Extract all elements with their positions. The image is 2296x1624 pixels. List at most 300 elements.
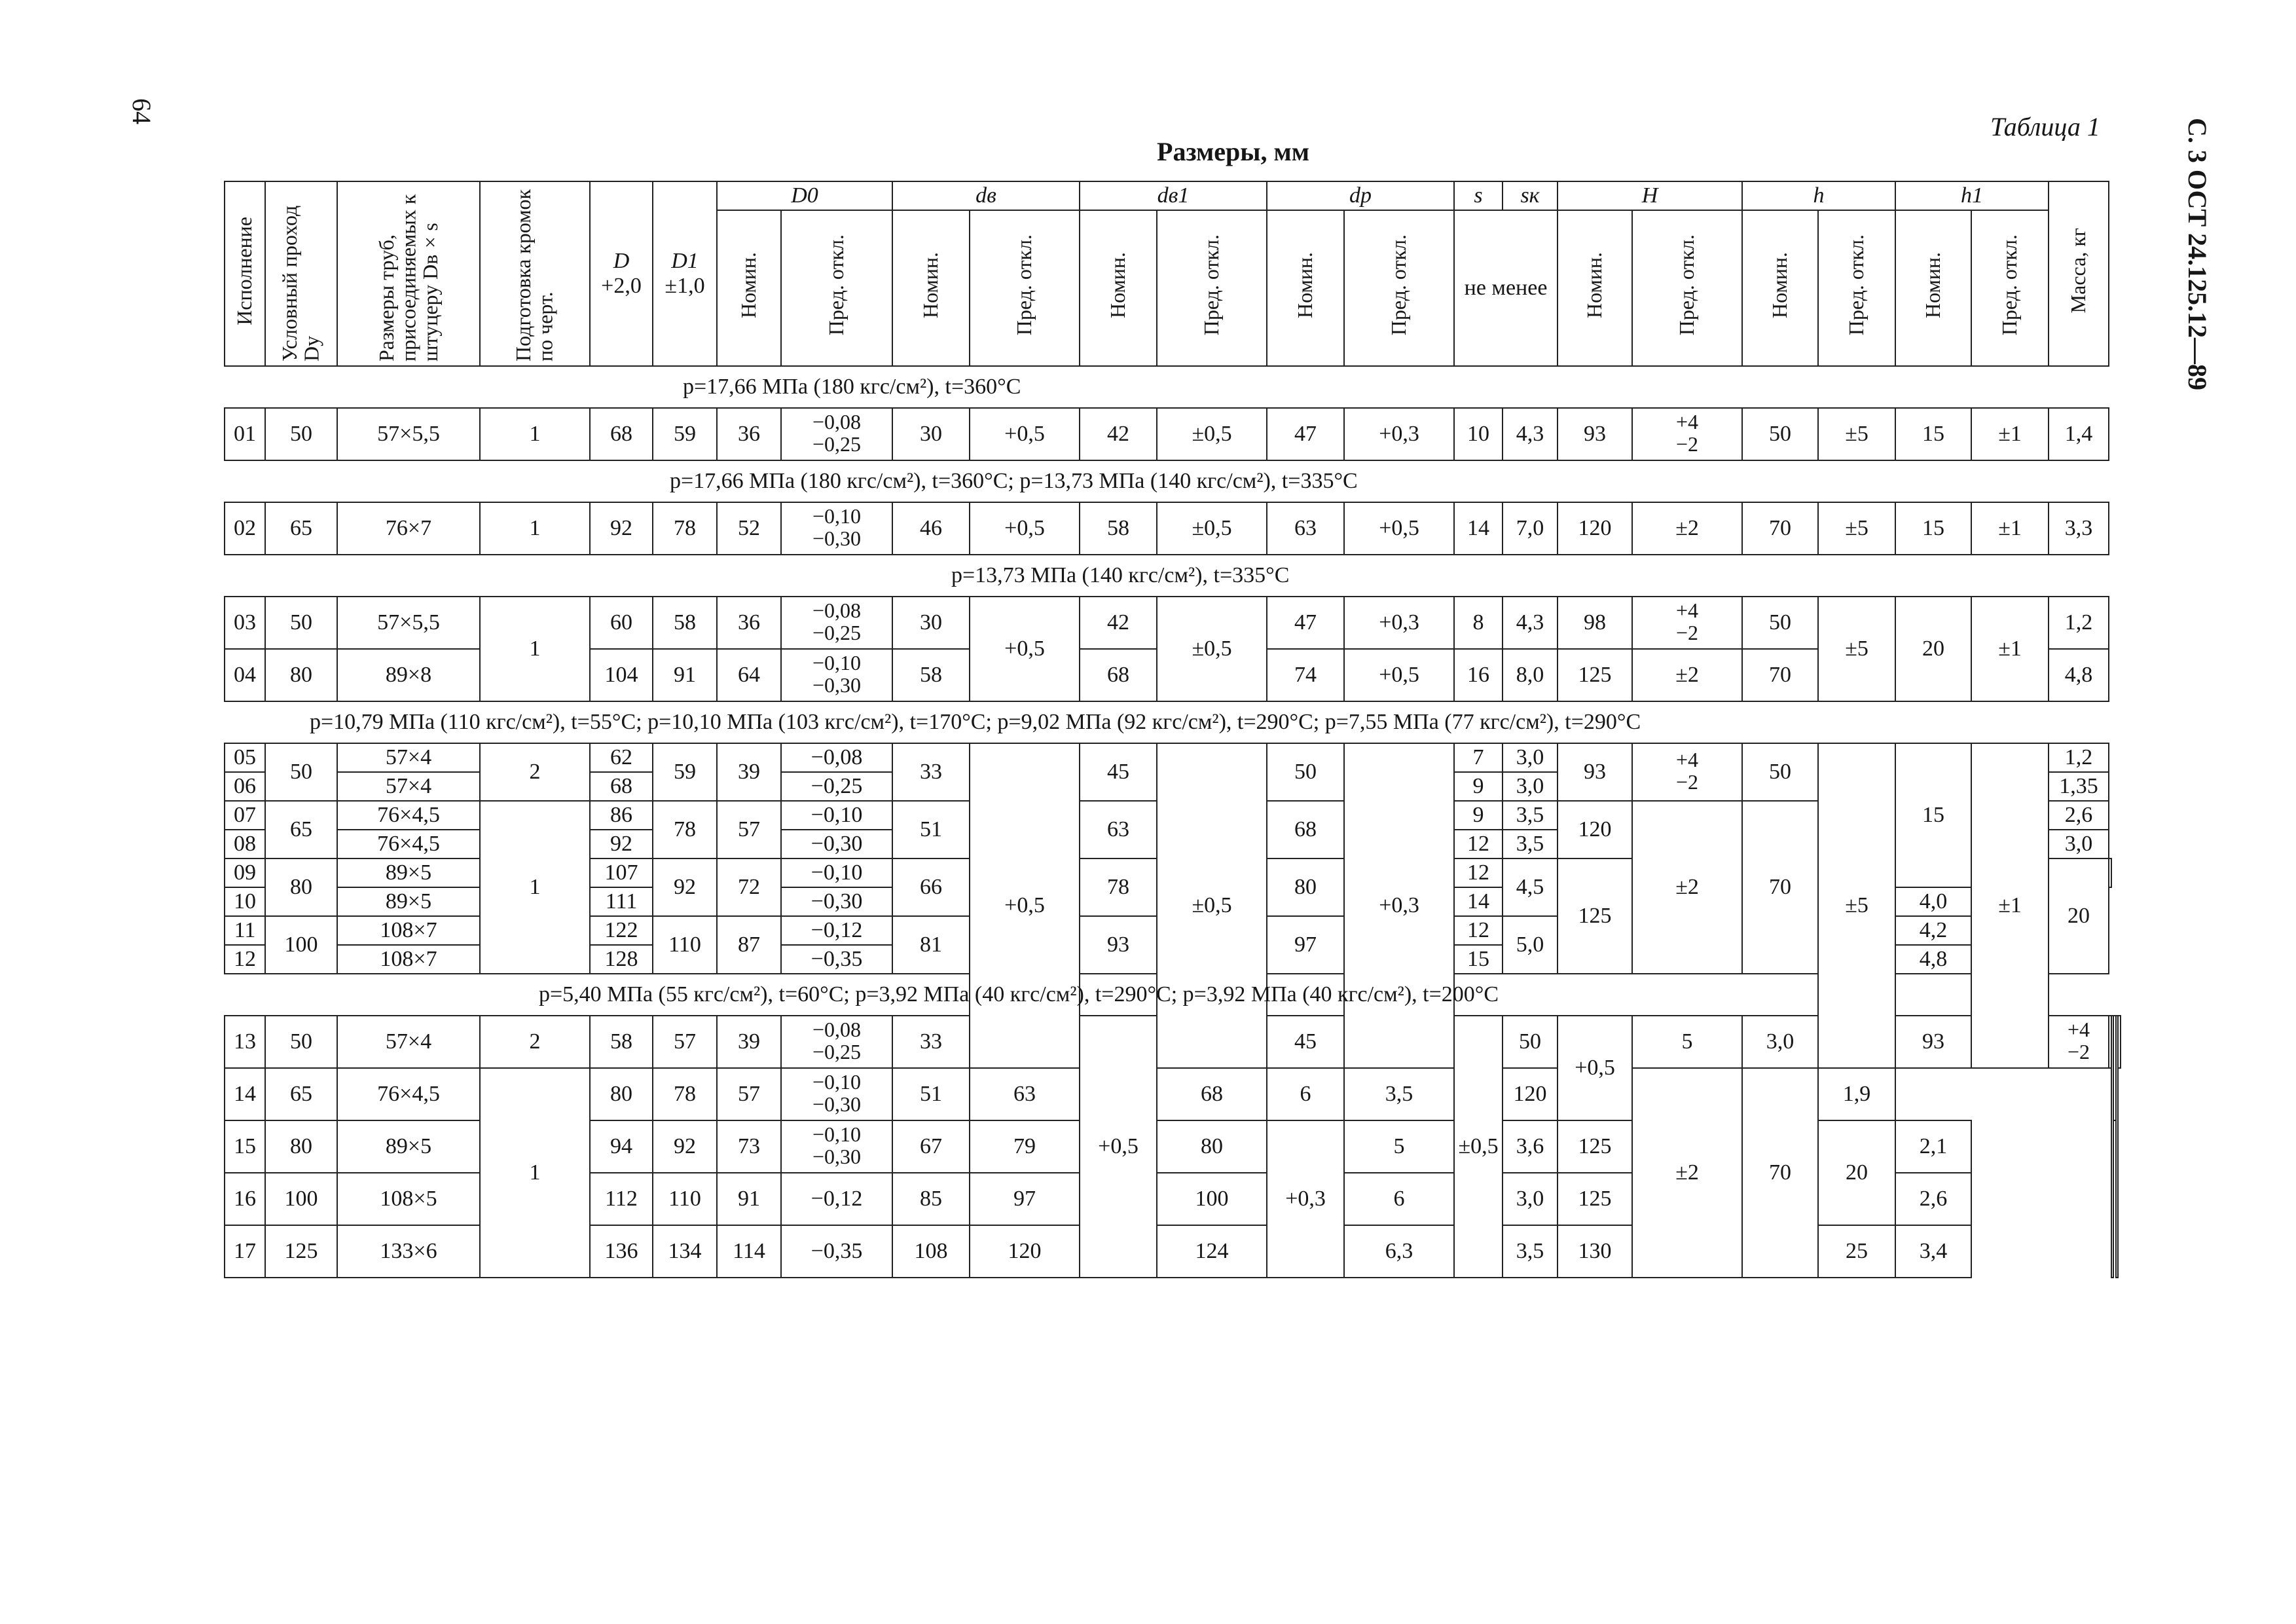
cell-text: +2,0: [601, 274, 642, 298]
table-cell: 03: [225, 597, 265, 649]
table-cell: 58: [1080, 502, 1157, 555]
table-cell: 16: [1454, 649, 1503, 701]
table-cell: 100: [265, 1173, 337, 1225]
table-cell: −0,12: [781, 916, 892, 945]
table-cell: 76×4,5: [337, 830, 480, 858]
cell-text: Пред. откл.: [1387, 234, 1411, 336]
table-cell: +0,5: [1558, 1016, 1632, 1120]
table-cell: 125: [265, 1225, 337, 1278]
dv-nom-header: [892, 210, 970, 366]
cell-text: [1676, 411, 1698, 455]
cell-text: Условный проход Dy: [278, 205, 323, 361]
table-cell: 5: [1632, 1016, 1742, 1068]
cell-text: [812, 506, 861, 549]
table-cell: 7: [1454, 743, 1503, 772]
table-cell: 1: [480, 502, 590, 555]
cell-text: Номин.: [919, 252, 943, 318]
table-cell: 47: [1267, 408, 1344, 460]
cell-text: −2: [1676, 620, 1699, 644]
table-cell: 50: [1742, 597, 1818, 649]
col-D1: [653, 181, 717, 366]
table-cell: 05: [225, 743, 265, 772]
cell-text: Номин.: [737, 252, 761, 318]
H-pred-header: [1632, 210, 1742, 366]
table-cell: [1632, 408, 1742, 460]
table-cell: 4,3: [1503, 597, 1558, 649]
table-cell: 70: [1742, 502, 1818, 555]
table-cell: 93: [1558, 408, 1632, 460]
table-cell: 80: [1157, 1120, 1267, 1173]
document-code: С. 3 ОСТ 24.125.12—89: [2183, 118, 2212, 391]
table-cell: 60: [590, 597, 653, 649]
table-cell: 3,0: [1503, 1173, 1558, 1225]
table-cell: +0,5: [970, 597, 1080, 701]
table-cell: 80: [1267, 858, 1344, 916]
table-cell: ±0,5: [1157, 408, 1267, 460]
table-cell: 65: [265, 1068, 337, 1120]
table-cell: 1: [480, 801, 590, 974]
table-cell: 57: [717, 801, 781, 858]
table-cell: [2118, 1016, 2121, 1068]
table-cell: 50: [265, 1016, 337, 1068]
table-cell: 72: [717, 858, 781, 916]
cell-text: [812, 1124, 861, 1168]
table-cell: 25: [1818, 1225, 1895, 1278]
table-cell: 58: [590, 1016, 653, 1068]
table-cell: 2,6: [2049, 801, 2109, 830]
table-cell: 3,6: [1503, 1120, 1558, 1173]
table-cell: 86: [590, 801, 653, 830]
table-cell: 108: [892, 1225, 970, 1278]
table-cell: 66: [892, 858, 970, 916]
cell-text: Масса, кг: [2066, 228, 2090, 314]
table-cell: p=10,79 МПа (110 кгс/см²), t=55°С; p=10,10 МПа (103 кгс/см²), t=170°С; p=9,02 МПа (92 кгс/см²), t=290°С; p=7,55 МПа (77 кгс/см²), t=290°С: [225, 701, 2109, 743]
cell-text: −0,30: [812, 1092, 862, 1116]
table-cell: ±0,5: [1157, 597, 1267, 701]
condition-row: [225, 555, 2121, 597]
table-cell: 89×5: [337, 1120, 480, 1173]
table-cell: 92: [653, 858, 717, 916]
cell-text: D: [613, 249, 630, 273]
table-cell: 15: [1895, 743, 1971, 887]
table-cell: ±0,5: [1454, 1016, 1503, 1278]
col-pipes: [337, 181, 480, 366]
table-cell: 125: [1558, 1120, 1632, 1173]
table-cell: p=17,66 МПа (180 кгс/см²), t=360°С; p=13,73 МПа (140 кгс/см²), t=335°С: [225, 460, 2109, 502]
table-cell: 94: [590, 1120, 653, 1173]
table-cell: ±1: [1971, 408, 2049, 460]
table-cell: +0,5: [970, 502, 1080, 555]
table-cell: 06: [225, 772, 265, 801]
table-cell: ±5: [1818, 743, 1895, 1068]
table-cell: 67: [892, 1120, 970, 1173]
table-cell: [781, 597, 892, 649]
table-cell: +0,3: [1344, 743, 1454, 1068]
table-cell: +0,5: [1344, 502, 1454, 555]
table-cell: 64: [717, 649, 781, 701]
cell-text: +4: [2068, 1018, 2090, 1042]
table-cell: 5,0: [1503, 916, 1558, 974]
table-cell: 110: [653, 1173, 717, 1225]
table-cell: 57×4: [337, 1016, 480, 1068]
table-cell: −0,10: [781, 858, 892, 887]
table-cell: 107: [590, 858, 653, 887]
table-cell: −0,35: [781, 1225, 892, 1278]
table-cell: ±0,5: [1157, 502, 1267, 555]
table-cell: 76×4,5: [337, 801, 480, 830]
dimensions-table: [224, 181, 2121, 1278]
table-cell: 98: [1558, 597, 1632, 649]
table-cell: 125: [1558, 858, 1632, 974]
page-number: 64: [127, 98, 156, 124]
table-cell: p=5,40 МПа (55 кгс/см²), t=60°С; p=3,92 МПа (40 кгс/см²), t=290°С; p=3,92 МПа (40 кгс/см²), t=200°С: [225, 974, 2109, 1016]
table-cell: 80: [265, 649, 337, 701]
table-cell: 8: [1454, 597, 1503, 649]
table-row: [225, 502, 2121, 555]
table-cell: −0,30: [781, 830, 892, 858]
table-cell: 125: [1558, 649, 1632, 701]
table-cell: 6: [1267, 1068, 1344, 1120]
table-cell: 70: [1742, 649, 1818, 701]
cell-text: Пред. откл.: [1199, 234, 1224, 336]
table-cell: 80: [590, 1068, 653, 1120]
table-cell: 70: [1742, 1068, 1818, 1278]
table-cell: 57: [653, 1016, 717, 1068]
H-nom-header: [1558, 210, 1632, 366]
group-h1: h1: [1895, 181, 2049, 210]
col-D: [590, 181, 653, 366]
table-cell: p=13,73 МПа (140 кгс/см²), t=335°С: [225, 555, 2109, 597]
table-cell: 111: [590, 887, 653, 916]
table-cell: +0,5: [970, 743, 1080, 1068]
cell-text: Исполнение: [232, 216, 257, 325]
table-cell: 1: [480, 597, 590, 701]
table-cell: 120: [1558, 502, 1632, 555]
h1-nom-header: [1895, 210, 1971, 366]
table-cell: 15: [225, 1120, 265, 1173]
table-cell: 52: [717, 502, 781, 555]
cell-text: −2: [1676, 769, 1699, 794]
table-cell: 57: [717, 1068, 781, 1120]
table-cell: 1,2: [2049, 597, 2109, 649]
cell-text: −2: [1676, 432, 1699, 456]
cell-text: Размеры труб, присоединяемых к штуцеру Dв×s: [374, 194, 442, 361]
table-cell: 58: [892, 649, 970, 701]
cell-text: −0,25: [812, 620, 862, 644]
table-cell: 12: [1454, 858, 1503, 887]
table-cell: 76×7: [337, 502, 480, 555]
table-cell: 78: [1080, 858, 1157, 916]
table-cell: 15: [1454, 945, 1503, 974]
table-cell: 50: [265, 597, 337, 649]
col-mass: [2049, 181, 2109, 366]
table-cell: 8,0: [1503, 649, 1558, 701]
table-cell: 57×4: [337, 743, 480, 772]
table-cell: 50: [1742, 408, 1818, 460]
table-cell: 17: [225, 1225, 265, 1278]
table-cell: 20: [1818, 1120, 1895, 1225]
dp-nom-header: [1267, 210, 1344, 366]
table-cell: 78: [653, 1068, 717, 1120]
table-cell: 100: [265, 916, 337, 974]
table-cell: 45: [1267, 1016, 1344, 1068]
table-cell: 128: [590, 945, 653, 974]
table-cell: 89×5: [337, 858, 480, 887]
table-cell: 51: [892, 1068, 970, 1120]
table-cell: 100: [1157, 1173, 1267, 1225]
table-cell: 15: [1895, 502, 1971, 555]
table-cell: 93: [1895, 1016, 1971, 1068]
table-cell: 89×5: [337, 887, 480, 916]
table-cell: 68: [1080, 649, 1157, 701]
cell-text: Пред. откл.: [1997, 234, 2022, 336]
h-pred-header: [1818, 210, 1895, 366]
table-cell: ±5: [1818, 502, 1895, 555]
table-cell: 50: [1742, 743, 1818, 801]
table-cell: 42: [1080, 408, 1157, 460]
table-cell: 4,0: [1895, 887, 1971, 916]
table-cell: 3,4: [1895, 1225, 1971, 1278]
table-cell: 57×5,5: [337, 408, 480, 460]
table-cell: −0,35: [781, 945, 892, 974]
table-cell: 120: [970, 1225, 1080, 1278]
cell-text: −0,08: [812, 599, 862, 623]
table-cell: −0,25: [781, 772, 892, 801]
cell-text: Номин.: [1106, 252, 1130, 318]
dv1-nom-header: [1080, 210, 1157, 366]
table-cell: [781, 1068, 892, 1120]
table-cell: p=17,66 МПа (180 кгс/см²), t=360°С: [225, 366, 2109, 408]
table-cell: 16: [225, 1173, 265, 1225]
table-cell: 14: [1454, 887, 1503, 916]
table-row: [225, 1068, 2121, 1120]
cell-text: −0,30: [812, 1144, 862, 1168]
cell-text: +4: [1676, 599, 1699, 623]
table-cell: 51: [892, 801, 970, 858]
table-cell: 14: [1454, 502, 1503, 555]
table-cell: 108×5: [337, 1173, 480, 1225]
cell-text: +4: [1676, 748, 1699, 772]
table-cell: 122: [590, 916, 653, 945]
table-cell: 81: [892, 916, 970, 974]
dv1-pred-header: [1157, 210, 1267, 366]
cell-text: −0,25: [812, 432, 862, 456]
cell-text: Пред. откл.: [824, 234, 848, 336]
table-cell: 74: [1267, 649, 1344, 701]
table-cell: 7,0: [1503, 502, 1558, 555]
cell-text: −0,10: [812, 504, 862, 528]
group-dv1: dв1: [1080, 181, 1267, 210]
table-cell: 91: [653, 649, 717, 701]
table-cell: 4,8: [2049, 649, 2109, 701]
cell-text: +4: [1676, 410, 1699, 434]
table-cell: +0,3: [1267, 1120, 1344, 1278]
table-cell: 110: [653, 916, 717, 974]
table-cell: 4,3: [1503, 408, 1558, 460]
table-cell: 12: [1454, 830, 1503, 858]
table-cell: 2: [480, 1016, 590, 1068]
table-cell: 30: [892, 597, 970, 649]
table-cell: 1: [480, 408, 590, 460]
cell-text: Пред. откл.: [1844, 234, 1868, 336]
table-cell: −0,08: [781, 743, 892, 772]
cell-text: −0,10: [812, 1122, 862, 1147]
cell-text: [812, 1071, 861, 1115]
table-cell: [1632, 597, 1742, 649]
col-ispolnenie: [225, 181, 265, 366]
table-cell: 89×8: [337, 649, 480, 701]
cell-text: −0,30: [812, 673, 862, 697]
table-cell: 78: [653, 801, 717, 858]
table-cell: 93: [1080, 916, 1157, 974]
table-cell: 02: [225, 502, 265, 555]
table-cell: 4,2: [1895, 916, 1971, 945]
table-cell: 78: [653, 502, 717, 555]
table-cell: 50: [265, 743, 337, 801]
table-cell: −0,10: [781, 801, 892, 830]
table-cell: 57×4: [337, 772, 480, 801]
cell-text: [1676, 749, 1698, 793]
table-cell: 87: [717, 916, 781, 974]
col-dy: [265, 181, 337, 366]
table-cell: 120: [1558, 801, 1632, 858]
condition-row: [225, 366, 2121, 408]
table-cell: 80: [265, 858, 337, 916]
table-cell: 68: [590, 772, 653, 801]
group-h: h: [1742, 181, 1895, 210]
cell-text: Номин.: [1582, 252, 1607, 318]
table-cell: 07: [225, 801, 265, 830]
cell-text: D1: [671, 249, 699, 273]
table-cell: 36: [717, 408, 781, 460]
table-cell: [781, 408, 892, 460]
table-cell: 04: [225, 649, 265, 701]
table-cell: 2: [480, 743, 590, 801]
cell-text: [812, 1019, 861, 1063]
table-cell: 20: [2049, 858, 2109, 974]
cell-text: [812, 600, 861, 644]
table-cell: +0,5: [1080, 1016, 1157, 1278]
table-cell: 14: [225, 1068, 265, 1120]
cell-text: −0,08: [812, 1018, 862, 1042]
table-cell: 92: [653, 1120, 717, 1173]
cell-text: −0,10: [812, 651, 862, 675]
D0-nom-header: [717, 210, 781, 366]
group-dv: dв: [892, 181, 1080, 210]
table-cell: 3,5: [1503, 830, 1558, 858]
table-cell: 79: [970, 1120, 1080, 1173]
table-cell: 130: [1558, 1225, 1632, 1278]
table-cell: 97: [970, 1173, 1080, 1225]
cell-text: [1676, 600, 1698, 644]
table-cell: 50: [265, 408, 337, 460]
table-cell: ±0,5: [1157, 743, 1267, 1068]
table-cell: −0,30: [781, 887, 892, 916]
table-cell: ±2: [1632, 649, 1742, 701]
table-cell: 63: [1267, 502, 1344, 555]
table-cell: −0,12: [781, 1173, 892, 1225]
cell-text: −0,25: [812, 1039, 862, 1063]
cell-text: Номин.: [1921, 252, 1945, 318]
table-cell: 91: [717, 1173, 781, 1225]
table-cell: 3,5: [1503, 801, 1558, 830]
table-cell: 3,5: [1344, 1068, 1454, 1120]
table-cell: 68: [590, 408, 653, 460]
table-cell: 3,0: [2049, 830, 2109, 858]
table-cell: [781, 1120, 892, 1173]
table-cell: 125: [1558, 1173, 1632, 1225]
table-cell: 47: [1267, 597, 1344, 649]
table-cell: 3,3: [2049, 502, 2109, 555]
group-dp: dр: [1267, 181, 1454, 210]
table-cell: 136: [590, 1225, 653, 1278]
table-row: [225, 743, 2121, 772]
cell-text: Подготовка кромок по черт.: [511, 189, 557, 361]
cell-text: Номин.: [1768, 252, 1792, 318]
table-cell: 39: [717, 1016, 781, 1068]
cell-text: −0,30: [812, 526, 862, 550]
table-cell: [2109, 858, 2111, 887]
cell-text: −2: [2068, 1039, 2090, 1063]
table-cell: 39: [717, 743, 781, 801]
table-cell: 42: [1080, 597, 1157, 649]
table-cell: 68: [1157, 1068, 1267, 1120]
table-cell: ±1: [1971, 743, 2049, 1068]
table-cell: 6,3: [1344, 1225, 1454, 1278]
table-cell: 33: [892, 743, 970, 801]
table-cell: 112: [590, 1173, 653, 1225]
table-cell: 09: [225, 858, 265, 887]
table-cell: ±5: [1818, 597, 1895, 701]
table-cell: 73: [717, 1120, 781, 1173]
cell-text: −0,08: [812, 410, 862, 434]
table-cell: 3,0: [1503, 772, 1558, 801]
group-H: H: [1558, 181, 1742, 210]
table-cell: [781, 1016, 892, 1068]
table-cell: 4,5: [1503, 858, 1558, 916]
table-cell: 1,35: [2049, 772, 2109, 801]
table-cell: 92: [590, 502, 653, 555]
table-cell: 68: [1267, 801, 1344, 858]
table-cell: 63: [970, 1068, 1080, 1120]
table-cell: ±5: [1818, 408, 1895, 460]
table-cell: 46: [892, 502, 970, 555]
cell-text: ±1,0: [665, 274, 705, 298]
table-cell: 3,5: [1503, 1225, 1558, 1278]
table-cell: 63: [1080, 801, 1157, 858]
table-cell: 30: [892, 408, 970, 460]
dv-pred-header: [970, 210, 1080, 366]
table-cell: 92: [590, 830, 653, 858]
table-cell: 104: [590, 649, 653, 701]
table-cell: 9: [1454, 772, 1503, 801]
table-cell: 108×7: [337, 916, 480, 945]
cell-text: Номин.: [1293, 252, 1317, 318]
cell-text: Пред. откл.: [1675, 234, 1699, 336]
table-cell: [781, 649, 892, 701]
dp-pred-header: [1344, 210, 1454, 366]
table-cell: 93: [1558, 743, 1632, 801]
cell-text: [2068, 1019, 2090, 1063]
table-cell: [2049, 1016, 2109, 1068]
table-cell: +0,5: [1344, 649, 1454, 701]
table-cell: 1,2: [2049, 743, 2109, 772]
table-cell: [781, 502, 892, 555]
s-min-header: не менее: [1454, 210, 1558, 366]
table-cell: 13: [225, 1016, 265, 1068]
table-cell: 1,4: [2049, 408, 2109, 460]
units-caption: Размеры, мм: [1157, 137, 1309, 166]
